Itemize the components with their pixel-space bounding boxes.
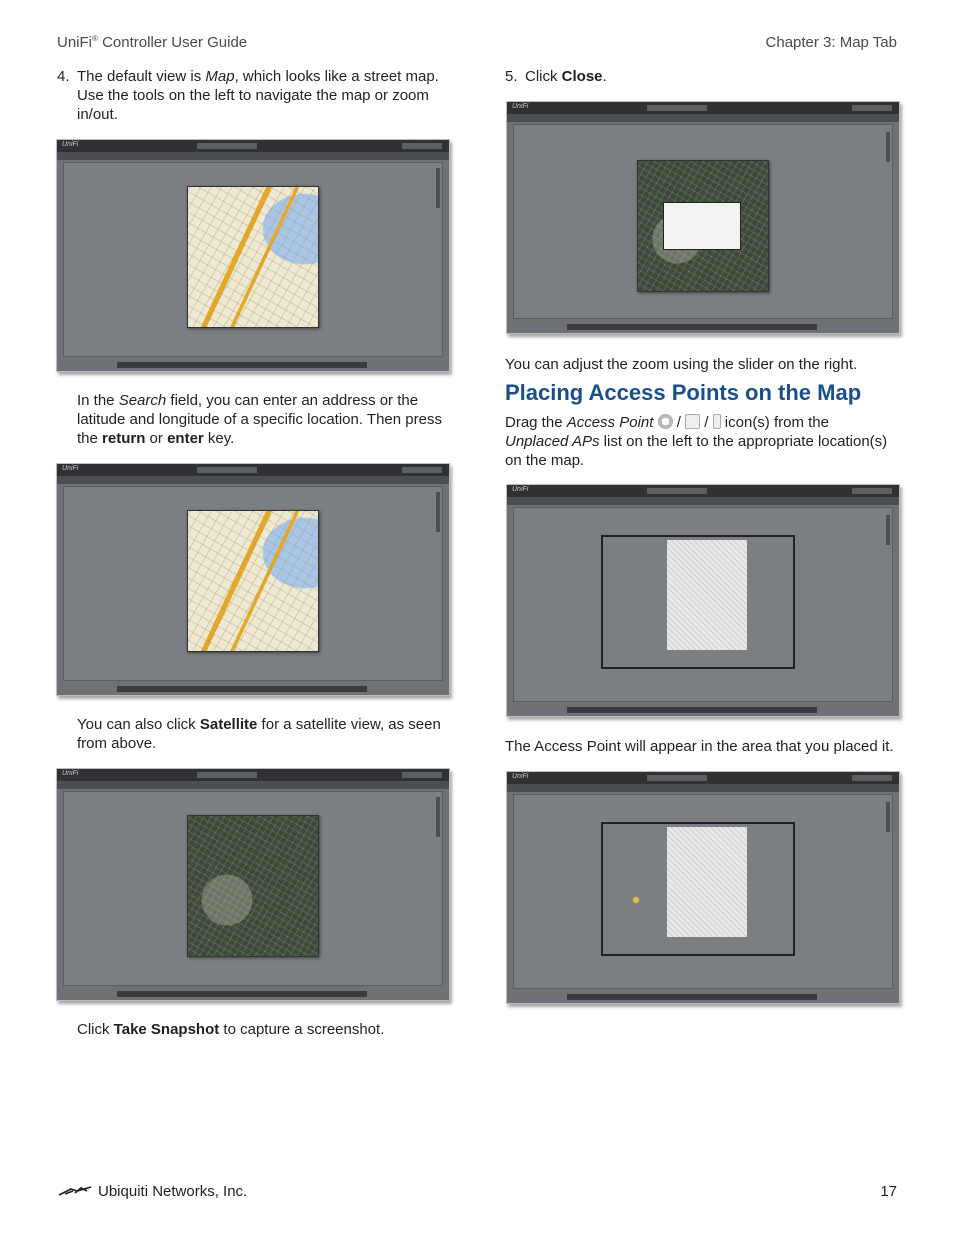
outdoor-ap-icon bbox=[713, 414, 721, 429]
step-4-text: The default view is Map, which looks like a street map. Use the tools on the left to navigate the map or zoom in/out. bbox=[77, 68, 439, 123]
unknown-device-icon bbox=[685, 414, 700, 429]
screenshot-floor-plan: UniFi bbox=[506, 484, 900, 717]
chapter-title: Chapter 3: Map Tab bbox=[765, 34, 897, 51]
satellite-instructions: You can also click Satellite for a satellite view, as seen from above. bbox=[77, 716, 441, 752]
screenshot-configure-map: UniFi bbox=[506, 101, 900, 334]
step-5-text: Click Close. bbox=[525, 68, 607, 85]
drag-instructions: Drag the Access Point / / icon(s) from the Unplaced APs list on the left to the appropriate location(s) on the map. bbox=[505, 414, 888, 469]
search-instructions: In the Search field, you can enter an address or the latitude and longitude of a specific location. Then press the return or enter key. bbox=[77, 392, 442, 447]
floor-plan-open-area bbox=[667, 827, 747, 937]
street-map-image bbox=[187, 186, 319, 328]
step-4-number: 4. bbox=[57, 68, 70, 85]
snapshot-instructions: Click Take Snapshot to capture a screenshot. bbox=[77, 1021, 385, 1038]
footer-company: Ubiquiti Networks, Inc. bbox=[98, 1183, 248, 1200]
configure-map-dialog bbox=[663, 202, 741, 250]
placed-access-point-icon bbox=[632, 896, 640, 904]
screenshot-satellite-view: UniFi bbox=[56, 768, 450, 1001]
screenshot-map-view: UniFi bbox=[56, 139, 450, 372]
step-5-number: 5. bbox=[505, 68, 518, 85]
floor-plan-open-area bbox=[667, 540, 747, 650]
document-title: UniFi® Controller User Guide bbox=[57, 34, 248, 51]
screenshot-search-result: UniFi bbox=[56, 463, 450, 696]
satellite-map-image bbox=[187, 815, 319, 957]
ubiquiti-logo-icon bbox=[57, 1185, 93, 1197]
access-point-icon bbox=[658, 414, 673, 429]
page-number: 17 bbox=[880, 1183, 897, 1200]
section-heading: Placing Access Points on the Map bbox=[505, 380, 862, 405]
screenshot-ap-placed: UniFi bbox=[506, 771, 900, 1004]
appear-text: The Access Point will appear in the area that you placed it. bbox=[505, 738, 894, 755]
search-result-map-image bbox=[187, 510, 319, 652]
zoom-instructions: You can adjust the zoom using the slider on the right. bbox=[505, 356, 858, 373]
